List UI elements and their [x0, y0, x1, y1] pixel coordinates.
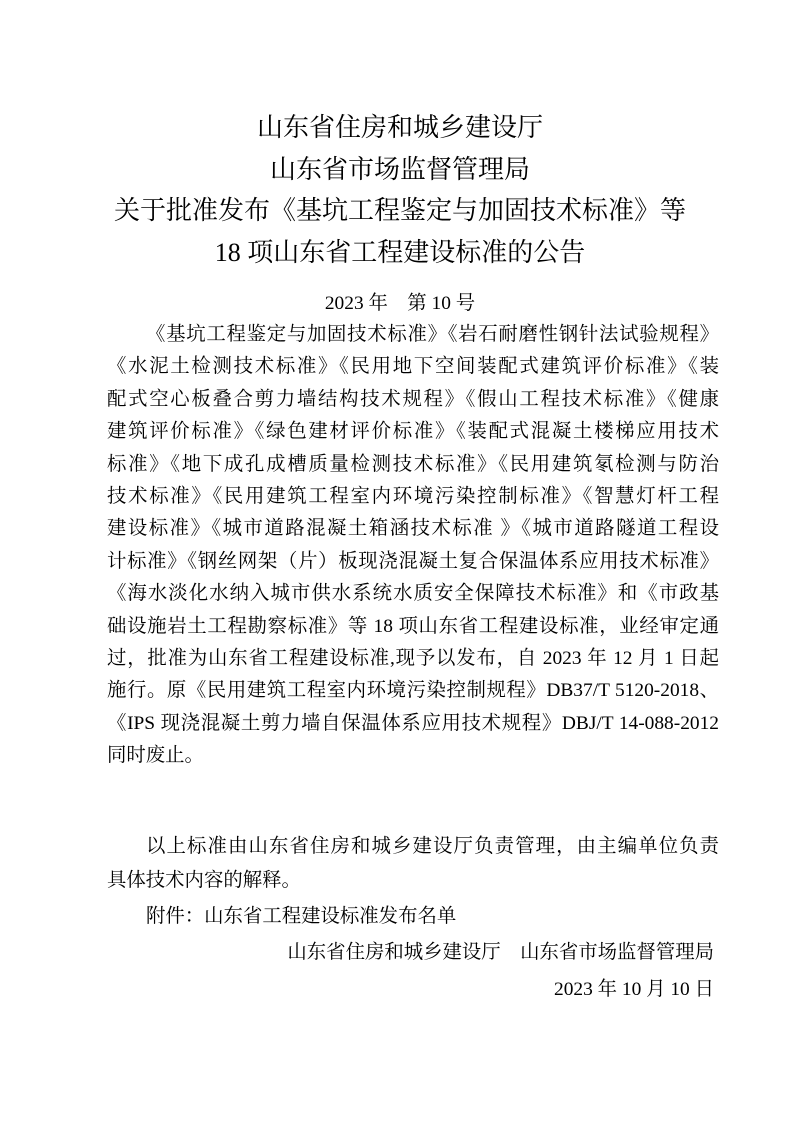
body-line: 技术标准》《民用建筑工程室内环境污染控制标准》《智慧灯杆工程: [107, 486, 719, 507]
document-number: 2023 年 第 10 号: [324, 293, 476, 314]
body-line: 配式空心板叠合剪力墙结构技术规程》《假山工程技术标准》《健康: [107, 388, 719, 410]
body-line: 标准》《地下成孔成槽质量检测技术标准》《民用建筑氡检测与防治: [107, 453, 719, 475]
body-line: 过，批准为山东省工程建设标准,现予以发布，自 2023 年 12 月 1 日起: [107, 648, 719, 669]
title-line-3: 关于批准发布《基坑工程鉴定与加固技术标准》等: [113, 196, 686, 225]
title-line-2: 山东省市场监督管理局: [269, 155, 530, 184]
attachment-line[interactable]: 附件：山东省工程建设标准发布名单: [146, 906, 457, 927]
title-line-1: 山东省住房和城乡建设厅: [256, 113, 543, 142]
body-line: 同时废止。: [107, 745, 204, 767]
body-line: 计标准》《钢丝网架（片）板现浇混凝土复合保温体系应用技术标准》: [107, 550, 719, 572]
paragraph2-line-1: 以上标准由山东省住房和城乡建设厅负责管理，由主编单位负责: [146, 836, 719, 857]
body-line: 《海水淡化水纳入城市供水系统水质安全保障技术标准》和《市政基: [107, 583, 719, 605]
paragraph2-line-2: 具体技术内容的解释。: [107, 870, 301, 891]
body-line: 建筑评价标准》《绿色建材评价标准》《装配式混凝土楼梯应用技术: [107, 421, 719, 443]
title-line-4: 18 项山东省工程建设标准的公告: [214, 238, 586, 267]
issue-date: 2023 年 10 月 10 日: [554, 979, 714, 1000]
body-line: 础设施岩土工程勘察标准》等 18 项山东省工程建设标准，业经审定通: [107, 615, 719, 637]
signature: 山东省住房和城乡建设厅 山东省市场监督管理局: [287, 942, 714, 963]
body-line: 《IPS 现浇混凝土剪力墙自保温体系应用技术规程》DBJ/T 14-088-2012: [107, 712, 719, 734]
body-line: 《水泥土检测技术标准》《民用地下空间装配式建筑评价标准》《装: [107, 356, 719, 378]
body-line: 建设标准》《城市道路混凝土箱涵技术标准 》《城市道路隧道工程设: [107, 518, 719, 540]
body-line: 施行。原《民用建筑工程室内环境污染控制规程》DB37/T 5120-2018、: [107, 680, 719, 702]
body-line: 《基坑工程鉴定与加固技术标准》《岩石耐磨性钢针法试验规程》: [146, 324, 719, 345]
